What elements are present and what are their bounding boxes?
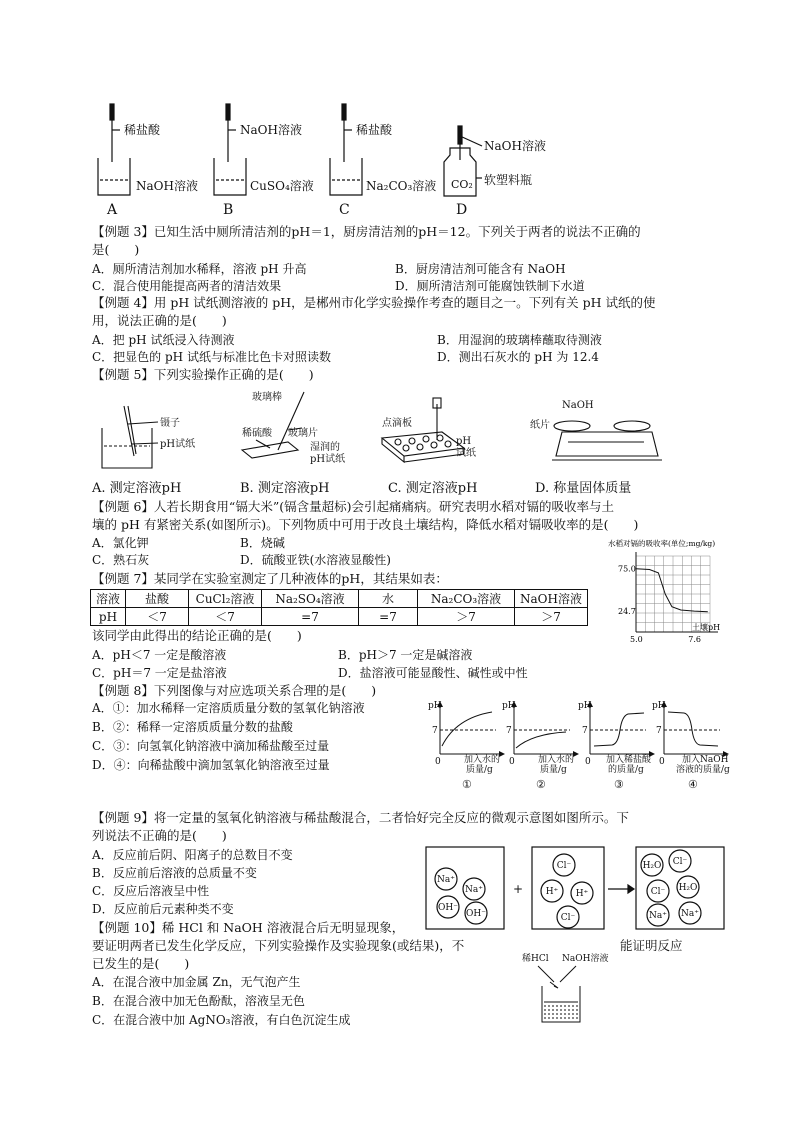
graph4-zero: 0 bbox=[659, 757, 665, 767]
dropper-label-b: NaOH溶液 bbox=[240, 123, 302, 137]
graph2-xlabel-2: 质量/g bbox=[540, 765, 567, 775]
graph4-xlabel-2: 溶液的质量/g bbox=[676, 765, 730, 775]
x-tick-label-5: 5.0 bbox=[630, 635, 643, 644]
graph3-seven: 7 bbox=[582, 726, 588, 736]
q10-stem-3: 已发生的是( ) bbox=[92, 956, 190, 971]
fig-letter-d: D bbox=[456, 202, 468, 218]
q5-caption-b: B. 测定溶液pH bbox=[240, 481, 330, 496]
x-tick-label-7-6: 7.6 bbox=[688, 635, 702, 644]
ion-cl-4: Cl⁻ bbox=[650, 887, 666, 897]
table-cell: ＞7 bbox=[418, 608, 515, 626]
q4-stem-1: 【例题 4】用 pH 试纸测溶液的 pH，是郴州市化学实验操作考查的题目之一。下列有关 pH 试纸的使 bbox=[92, 295, 656, 310]
experiment-figure-top bbox=[90, 100, 560, 220]
q8-option-c: C．③：向氢氧化钠溶液中滴加稀盐酸至过量 bbox=[92, 739, 330, 753]
q5-b-label-plate: 玻璃片 bbox=[288, 428, 318, 439]
dropper-label-c: 稀盐酸 bbox=[356, 123, 393, 137]
q3-option-c: C．混合使用能提高两者的清洁效果 bbox=[92, 279, 282, 293]
fig-letter-c: C bbox=[339, 202, 350, 218]
table-cell: 溶液 bbox=[91, 590, 126, 608]
q6-stem-1: 【例题 6】人若长期食用“镉大米”(镉含量超标)会引起痛痛病。研究表明水稻对镉的吸收率与土 bbox=[92, 499, 614, 514]
beaker-label-a: NaOH溶液 bbox=[136, 179, 198, 193]
table-cell: 水 bbox=[359, 590, 418, 608]
graph1-xlabel-2: 质量/g bbox=[466, 765, 493, 775]
q6-option-c: C．熟石灰 bbox=[92, 553, 150, 567]
ion-cl-1: Cl⁻ bbox=[556, 861, 572, 871]
bottle-label-d: 软塑料瓶 bbox=[484, 173, 533, 187]
q5-a-label-tweezers: 镊子 bbox=[160, 418, 180, 429]
table-cell: =7 bbox=[359, 608, 418, 626]
q6-option-b: B．烧碱 bbox=[240, 536, 285, 550]
q9-option-a: A．反应前后阴、阳离子的总数目不变 bbox=[92, 848, 293, 862]
q4-option-c: C．把显色的 pH 试纸与标准比色卡对照读数 bbox=[92, 350, 331, 364]
ion-oh-1: OH⁻ bbox=[438, 903, 458, 913]
q3-stem-1: 【例题 3】已知生活中厕所清洁剂的pH＝1，厨房清洁剂的pH＝12。下列关于两者的说法不正确的 bbox=[92, 224, 641, 239]
graph1-zero: 0 bbox=[435, 757, 441, 767]
graph1-xlabel-1: 加入水的 bbox=[464, 755, 501, 765]
q10-option-c: C．在混合液中加 AgNO₃溶液，有白色沉淀生成 bbox=[92, 1013, 351, 1027]
q4-option-d: D．测出石灰水的 pH 为 12.4 bbox=[437, 350, 599, 364]
q8-option-a: A．①：加水稀释一定溶质质量分数的氢氧化钠溶液 bbox=[92, 701, 365, 715]
graph2-ylabel: pH bbox=[502, 701, 516, 711]
q6-option-a: A．氯化钾 bbox=[92, 536, 149, 550]
q5-caption-a: A. 测定溶液pH bbox=[92, 481, 182, 496]
graph4-xlabel-1: 加入NaOH bbox=[682, 755, 729, 765]
q5-caption-c: C. 测定溶液pH bbox=[388, 481, 478, 496]
plus-sign: + bbox=[512, 882, 524, 896]
q9-micro-diagram bbox=[424, 843, 730, 935]
q10-beaker-figure bbox=[520, 952, 620, 1026]
graph3-zero: 0 bbox=[585, 757, 591, 767]
ion-h-1: H⁺ bbox=[545, 887, 559, 897]
q5-caption-d: D. 称量固体质量 bbox=[535, 481, 632, 496]
table-cell: ＞7 bbox=[515, 608, 588, 626]
q10-label-hcl: 稀HCl bbox=[522, 954, 549, 964]
table-row bbox=[91, 608, 588, 626]
q7-option-c: C．pH＝7 一定是盐溶液 bbox=[92, 666, 227, 680]
table-cell: Na₂CO₃溶液 bbox=[418, 590, 515, 608]
cadmium-uptake-chart bbox=[606, 536, 726, 646]
q9-stem-1: 【例题 9】将一定量的氢氧化钠溶液与稀盐酸混合，二者恰好完全反应的微观示意图如图所示。下 bbox=[92, 810, 629, 825]
chart-xlabel: 土壤pH bbox=[692, 623, 721, 632]
table-cell: 盐酸 bbox=[126, 590, 189, 608]
table-cell: =7 bbox=[262, 608, 359, 626]
q4-stem-2: 用，说法正确的是( ) bbox=[92, 313, 227, 328]
q5-c-label-ph: pH bbox=[456, 436, 472, 447]
ion-oh-2: OH⁻ bbox=[466, 909, 486, 919]
fig-letter-a: A bbox=[107, 202, 118, 218]
q7-option-a: A．pH＜7 一定是酸溶液 bbox=[92, 648, 227, 662]
graph4-seven: 7 bbox=[656, 726, 662, 736]
q10-option-a: A．在混合液中加金属 Zn，无气泡产生 bbox=[92, 975, 301, 989]
graph3-number: ③ bbox=[614, 778, 624, 791]
q3-option-a: A．厕所清洁剂加水稀释，溶液 pH 升高 bbox=[92, 262, 307, 276]
graph2-seven: 7 bbox=[506, 726, 512, 736]
q7-option-b: B．pH＞7 一定是碱溶液 bbox=[338, 648, 473, 662]
q4-option-b: B．用湿润的玻璃棒蘸取待测液 bbox=[437, 333, 602, 347]
q5-d-label-paper: 纸片 bbox=[530, 420, 550, 431]
q5-figure bbox=[92, 388, 712, 476]
table-cell: Na₂SO₄溶液 bbox=[262, 590, 359, 608]
ion-na-4: Na⁺ bbox=[681, 909, 699, 919]
beaker-label-b: CuSO₄溶液 bbox=[250, 179, 314, 193]
table-row bbox=[91, 590, 588, 608]
q8-graphs bbox=[426, 698, 730, 794]
graph3-xlabel-2: 的质量/g bbox=[608, 765, 644, 775]
table-cell: NaOH溶液 bbox=[515, 590, 588, 608]
q9-option-b: B．反应前后溶液的总质量不变 bbox=[92, 866, 257, 880]
q5-c-label-paper: 试纸 bbox=[456, 448, 476, 459]
q5-b-label-rod: 玻璃棒 bbox=[252, 392, 282, 403]
q6-stem-2: 壤的 pH 有紧密关系(如图所示)。下列物质中可用于改良土壤结构，降低水稻对镉吸收率的是( ) bbox=[92, 517, 639, 532]
q8-option-d: D．④：向稀盐酸中滴加氢氧化钠溶液至过量 bbox=[92, 758, 330, 772]
q6-option-d: D．硫酸亚铁(水溶液显酸性) bbox=[240, 553, 391, 567]
graph1-ylabel: pH bbox=[428, 701, 442, 711]
q5-a-label-paper: pH试纸 bbox=[160, 439, 196, 450]
q7-option-d: D．盐溶液可能显酸性、碱性或中性 bbox=[338, 666, 528, 680]
graph4-ylabel: pH bbox=[652, 701, 666, 711]
q3-option-b: B．厨房清洁剂可能含有 NaOH bbox=[395, 262, 566, 276]
graph1-number: ① bbox=[462, 778, 472, 791]
table-cell: CuCl₂溶液 bbox=[189, 590, 262, 608]
ion-na-3: Na⁺ bbox=[649, 911, 667, 921]
dropper-label-d: NaOH溶液 bbox=[484, 139, 546, 153]
q8-stem: 【例题 8】下列图像与对应选项关系合理的是( ) bbox=[92, 683, 377, 698]
q5-c-label-plate: 点滴板 bbox=[382, 418, 412, 429]
q8-option-b: B．②：稀释一定溶质质量分数的盐酸 bbox=[92, 720, 293, 734]
q7-stem: 【例题 7】某同学在实验室测定了几种液体的pH，其结果如表： bbox=[92, 571, 448, 586]
dropper-label-a: 稀盐酸 bbox=[124, 123, 161, 137]
graph1-seven: 7 bbox=[432, 726, 438, 736]
ph-result-table bbox=[90, 589, 588, 626]
bottle-gas-d: CO₂ bbox=[451, 178, 473, 191]
molecule-h2o-1: H₂O bbox=[642, 861, 662, 871]
q5-b-label-wet: 湿润的 bbox=[310, 442, 340, 453]
q10-stem-2b: 能证明反应 bbox=[620, 938, 683, 953]
chart-axes bbox=[636, 552, 721, 632]
q3-stem-2: 是( ) bbox=[92, 242, 140, 257]
ion-h-2: H⁺ bbox=[575, 889, 589, 899]
q4-option-a: A．把 pH 试纸浸入待测液 bbox=[92, 333, 235, 347]
fig-letter-b: B bbox=[223, 202, 234, 218]
table-cell: pH bbox=[91, 608, 126, 626]
ion-cl-2: Cl⁻ bbox=[560, 913, 576, 923]
q7-ask: 该同学由此得出的结论正确的是( ) bbox=[92, 628, 302, 643]
y-tick-label-75: 75.0 bbox=[618, 564, 636, 574]
graph3-xlabel-1: 加入稀盐酸 bbox=[606, 755, 652, 765]
molecule-h2o-2: H₂O bbox=[678, 883, 698, 893]
graph2-xlabel-1: 加入水的 bbox=[538, 755, 575, 765]
ion-na-1: Na⁺ bbox=[437, 875, 455, 885]
graph3-ylabel: pH bbox=[578, 701, 592, 711]
q3-option-d: D．厕所清洁剂可能腐蚀铁制下水道 bbox=[395, 279, 585, 293]
q9-stem-2: 列说法不正确的是( ) bbox=[92, 828, 227, 843]
q5-stem: 【例题 5】下列实验操作正确的是( ) bbox=[92, 367, 314, 382]
ion-cl-3: Cl⁻ bbox=[672, 857, 688, 867]
graph4-number: ④ bbox=[688, 778, 698, 791]
graph2-zero: 0 bbox=[509, 757, 515, 767]
q10-stem-2: 要证明两者已发生化学反应，下列实验操作及实验现象(或结果)，不 bbox=[92, 938, 465, 953]
q10-option-b: B．在混合液中加无色酚酞，溶液呈无色 bbox=[92, 994, 305, 1008]
q10-label-naoh: NaOH溶液 bbox=[562, 954, 609, 964]
y-tick-label-24-7: 24.7 bbox=[618, 607, 636, 617]
q10-stem-1: 【例题 10】稀 HCl 和 NaOH 溶液混合后无明显现象， bbox=[92, 920, 405, 935]
table-cell: ＜7 bbox=[126, 608, 189, 626]
q5-b-label-acid: 稀硫酸 bbox=[242, 428, 272, 439]
ion-na-2: Na⁺ bbox=[465, 885, 483, 895]
table-cell: ＜7 bbox=[189, 608, 262, 626]
chart-title: 水稻对镉的吸收率(单位;mg/kg) bbox=[608, 539, 716, 548]
q9-option-d: D．反应前后元素种类不变 bbox=[92, 902, 234, 916]
chart-grid bbox=[636, 556, 710, 632]
q9-option-c: C．反应后溶液呈中性 bbox=[92, 884, 210, 898]
graph2-number: ② bbox=[536, 778, 546, 791]
q5-b-label-paper: pH试纸 bbox=[310, 454, 346, 465]
beaker-label-c: Na₂CO₃溶液 bbox=[366, 179, 437, 193]
q5-d-label-naoh: NaOH bbox=[562, 400, 594, 411]
